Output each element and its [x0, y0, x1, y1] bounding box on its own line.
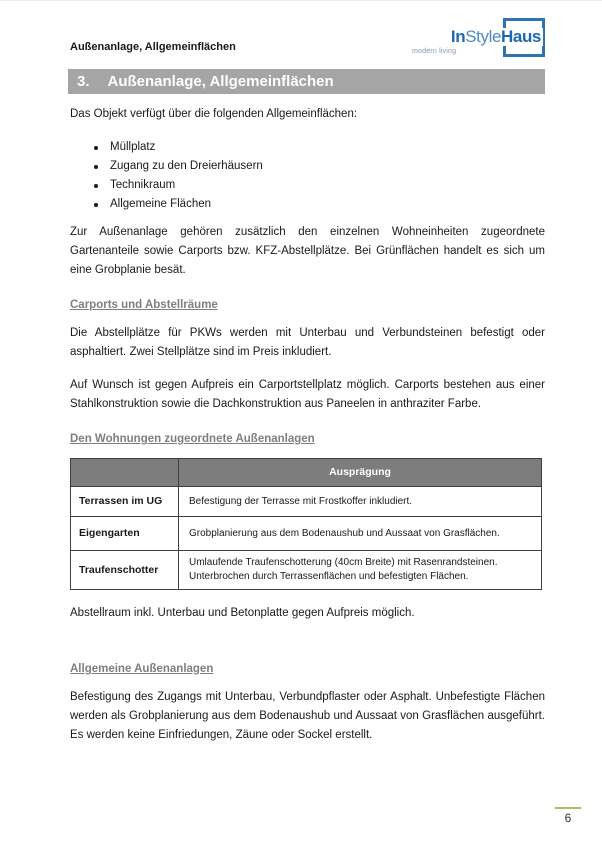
subheading-wohnungen: Den Wohnungen zugeordnete Außenanlagen	[70, 433, 315, 445]
logo-tagline: modern living	[412, 48, 457, 55]
table-header-auspraegung: Ausprägung	[179, 459, 542, 487]
logo-part-style: Style	[465, 27, 502, 46]
intro-paragraph: Das Objekt verfügt über die folgenden Allgemeinflächen:	[70, 108, 358, 120]
list-item: Technikraum	[110, 176, 545, 195]
table-row-label: Traufenschotter	[71, 551, 179, 590]
page-footer	[543, 807, 593, 825]
common-areas-list	[70, 138, 545, 214]
page-number: 6	[564, 811, 572, 825]
section-title: Außenanlage, Allgemeinflächen	[107, 73, 334, 90]
table-row-label: Terrassen im UG	[71, 487, 179, 517]
section-number: 3.	[77, 73, 90, 90]
list-item: Allgemeine Flächen	[110, 195, 545, 214]
document-body	[70, 105, 545, 759]
list-item: Müllplatz	[110, 138, 545, 157]
subheading-allgemeine: Allgemeine Außenanlagen	[70, 663, 214, 675]
running-header-title: Außenanlage, Allgemeinflächen	[70, 41, 236, 53]
logo-wordmark	[449, 28, 543, 46]
logo-part-haus: Haus	[501, 27, 541, 46]
section-heading-banner	[68, 69, 545, 94]
table-header-row	[71, 459, 542, 487]
abstellraum-note: Abstellraum inkl. Unterbau und Betonplatte gegen Aufpreis möglich.	[70, 607, 415, 619]
table-row	[71, 487, 542, 517]
table-row-value: Umlaufende Traufenschotterung (40cm Breite) mit Rasenrandsteinen. Unterbrochen durch Terrassenflächen und befestigten Flächen.	[179, 551, 542, 590]
outdoor-facilities-paragraph: Zur Außenanlage gehören zusätzlich den einzelnen Wohneinheiten zugeordnete Gartenanteile sowie Carports bzw. KFZ-Abstellplätze. Bei Grünflächen handelt es sich um eine Grobplanie besät.	[70, 226, 545, 276]
subheading-carports: Carports und Abstellräume	[70, 299, 218, 311]
table-row-value: Grobplanierung aus dem Bodenaushub und Aussaat von Grasflächen.	[179, 517, 542, 551]
logo-part-in: In	[450, 27, 466, 46]
table-row-value: Befestigung der Terrasse mit Frostkoffer inkludiert.	[179, 487, 542, 517]
allgemeine-paragraph: Befestigung des Zugangs mit Unterbau, Verbundpflaster oder Asphalt. Unbefestigte Flächen werden als Grobplanierung aus dem Bodenaushub und Aussaat von Grasflächen ausgeführt. Es werden keine Einfriedungen, Zäune oder Sockel erstellt.	[70, 691, 545, 741]
table-row	[71, 551, 542, 590]
outdoor-features-table	[70, 458, 542, 590]
carports-paragraph-1: Die Abstellplätze für PKWs werden mit Unterbau und Verbundsteinen befestigt oder asphaltiert. Zwei Stellplätze sind im Preis inkludiert.	[70, 327, 545, 358]
table-row-label: Eigengarten	[71, 517, 179, 551]
table-header-empty-cell	[71, 459, 179, 487]
company-logo	[411, 17, 545, 62]
list-item: Zugang zu den Dreierhäusern	[110, 157, 545, 176]
footer-accent-rule	[555, 807, 581, 809]
table-row	[71, 517, 542, 551]
carports-paragraph-2: Auf Wunsch ist gegen Aufpreis ein Carportstellplatz möglich. Carports bestehen aus einer Stahlkonstruktion sowie die Dachkonstruktion aus Paneelen in anthraziter Farbe.	[70, 379, 545, 410]
